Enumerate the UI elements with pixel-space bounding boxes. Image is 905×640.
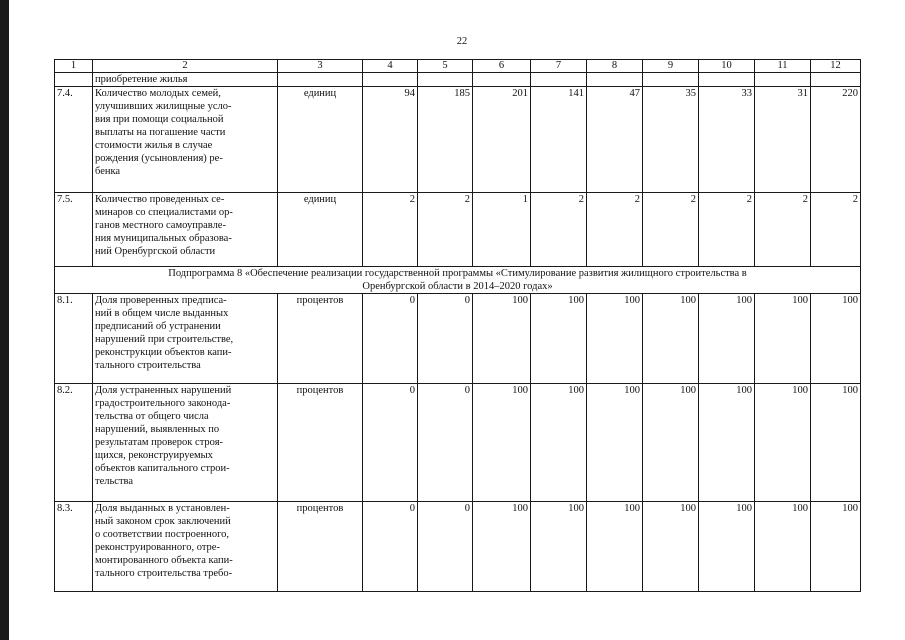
indicator-name-line: выплаты на погашение части <box>95 127 226 138</box>
indicator-name-line: минаров со специалистами ор- <box>95 207 233 218</box>
value-cell: 100 <box>811 502 861 592</box>
row-number-cell: 8.3. <box>55 502 93 592</box>
value-cell: 100 <box>531 294 587 384</box>
indicator-name-line: ный законом срок заключений <box>95 516 231 527</box>
value-cell: 100 <box>587 294 643 384</box>
value-cell: 2 <box>811 193 861 267</box>
unit-cell: единиц <box>278 87 363 193</box>
subprogram-title-line: Подпрограмма 8 «Обеспечение реализации государственной программы «Стимулирование развития жилищного строительства в <box>168 268 747 279</box>
value-cell: 0 <box>418 502 473 592</box>
indicator-name-line: предписаний об устранении <box>95 321 221 332</box>
value-cell: 1 <box>473 193 531 267</box>
indicator-name-line: тельства от общего числа <box>95 411 209 422</box>
indicator-name-line: вия при помощи социальной <box>95 114 224 125</box>
unit-cell: единиц <box>278 193 363 267</box>
value-cell <box>755 73 811 87</box>
value-cell: 100 <box>643 294 699 384</box>
value-cell: 100 <box>643 502 699 592</box>
column-number-cell: 8 <box>587 60 643 73</box>
value-cell: 2 <box>587 193 643 267</box>
value-cell: 94 <box>363 87 418 193</box>
value-cell: 47 <box>587 87 643 193</box>
value-cell <box>587 73 643 87</box>
indicator-name-line: бенка <box>95 166 121 177</box>
indicator-name-line: нарушений, выявленных по <box>95 424 220 435</box>
value-cell: 0 <box>363 294 418 384</box>
column-number-cell: 5 <box>418 60 473 73</box>
indicator-name-line: приобретение жилья <box>95 74 188 85</box>
value-cell: 0 <box>418 294 473 384</box>
indicator-name-line: тального строительства требо- <box>95 568 233 579</box>
indicator-name-line: Количество проведенных се- <box>95 194 225 205</box>
value-cell: 201 <box>473 87 531 193</box>
indicator-name-line: ния муниципальных образова- <box>95 233 232 244</box>
column-number-cell: 3 <box>278 60 363 73</box>
row-number-cell: 8.2. <box>55 384 93 502</box>
table-row <box>55 294 861 384</box>
value-cell: 100 <box>587 384 643 502</box>
indicators-table <box>54 59 861 592</box>
value-cell: 100 <box>473 384 531 502</box>
indicator-name-line: Доля устраненных нарушений <box>95 385 232 396</box>
unit-cell <box>278 73 363 87</box>
value-cell <box>699 73 755 87</box>
value-cell: 2 <box>418 193 473 267</box>
value-cell: 100 <box>699 502 755 592</box>
value-cell: 100 <box>755 384 811 502</box>
value-cell <box>418 73 473 87</box>
table-row <box>55 193 861 267</box>
page-number: 22 <box>456 36 468 47</box>
indicator-name-line: Доля проверенных предписа- <box>95 295 227 306</box>
column-number-cell: 4 <box>363 60 418 73</box>
column-number-cell: 1 <box>55 60 93 73</box>
value-cell: 0 <box>418 384 473 502</box>
value-cell: 100 <box>531 502 587 592</box>
indicator-name-line: объектов капитального строи- <box>95 463 230 474</box>
indicator-name-line: реконструированного, отре- <box>95 542 220 553</box>
value-cell: 0 <box>363 502 418 592</box>
value-cell: 100 <box>473 294 531 384</box>
value-cell: 100 <box>531 384 587 502</box>
column-number-cell: 7 <box>531 60 587 73</box>
indicator-name-line: тельства <box>95 476 134 487</box>
value-cell <box>531 73 587 87</box>
value-cell: 100 <box>755 502 811 592</box>
value-cell <box>473 73 531 87</box>
indicator-name-line: Количество молодых семей, <box>95 88 221 99</box>
value-cell: 2 <box>643 193 699 267</box>
indicator-name-line: ний в общем числе выданных <box>95 308 229 319</box>
column-number-cell: 6 <box>473 60 531 73</box>
indicator-name-line: ний Оренбургской области <box>95 246 216 257</box>
value-cell: 33 <box>699 87 755 193</box>
value-cell: 100 <box>699 384 755 502</box>
unit-cell: процентов <box>278 294 363 384</box>
value-cell: 185 <box>418 87 473 193</box>
indicator-name-line: ганов местного самоуправле- <box>95 220 226 231</box>
indicator-name-line: щихся, реконструируемых <box>95 450 213 461</box>
column-number-row <box>55 60 861 73</box>
table-row <box>55 87 861 193</box>
value-cell: 100 <box>643 384 699 502</box>
column-number-cell: 11 <box>755 60 811 73</box>
value-cell: 31 <box>755 87 811 193</box>
row-number-cell: 7.5. <box>55 193 93 267</box>
row-number-cell: 7.4. <box>55 87 93 193</box>
indicator-name-line: реконструкции объектов капи- <box>95 347 232 358</box>
indicator-name-line: рождения (усыновления) ре- <box>95 153 223 164</box>
page-edge-bar <box>0 0 9 640</box>
subprogram-title-cell <box>55 267 861 294</box>
row-number-cell: 8.1. <box>55 294 93 384</box>
indicator-name-cell <box>93 384 278 502</box>
subprogram-title-line: Оренбургской области в 2014–2020 годах» <box>362 281 553 292</box>
column-number-cell: 10 <box>699 60 755 73</box>
value-cell: 100 <box>811 294 861 384</box>
value-cell: 35 <box>643 87 699 193</box>
table-row <box>55 384 861 502</box>
indicator-name-line: Доля выданных в установлен- <box>95 503 230 514</box>
value-cell: 100 <box>811 384 861 502</box>
table-row <box>55 73 861 87</box>
column-number-cell: 12 <box>811 60 861 73</box>
indicator-name-line: градостроительного законода- <box>95 398 231 409</box>
value-cell: 2 <box>363 193 418 267</box>
row-number-cell <box>55 73 93 87</box>
unit-cell: процентов <box>278 502 363 592</box>
indicator-name-line: нарушений при строительстве, <box>95 334 234 345</box>
value-cell: 141 <box>531 87 587 193</box>
column-number-cell: 2 <box>93 60 278 73</box>
table-row <box>55 502 861 592</box>
unit-cell: процентов <box>278 384 363 502</box>
indicator-name-line: результатам проверок строя- <box>95 437 224 448</box>
column-number-cell: 9 <box>643 60 699 73</box>
subprogram-row <box>55 267 861 294</box>
indicator-name-cell <box>93 294 278 384</box>
indicator-name-cell <box>93 87 278 193</box>
value-cell <box>363 73 418 87</box>
value-cell: 100 <box>473 502 531 592</box>
indicator-name-cell <box>93 193 278 267</box>
indicator-name-line: улучшивших жилищные усло- <box>95 101 232 112</box>
indicator-name-line: стоимости жилья в случае <box>95 140 213 151</box>
indicator-name-cell <box>93 502 278 592</box>
value-cell <box>643 73 699 87</box>
value-cell: 100 <box>755 294 811 384</box>
value-cell: 2 <box>699 193 755 267</box>
value-cell: 2 <box>531 193 587 267</box>
value-cell: 100 <box>587 502 643 592</box>
value-cell: 220 <box>811 87 861 193</box>
value-cell: 2 <box>755 193 811 267</box>
value-cell: 100 <box>699 294 755 384</box>
indicator-name-line: о соответствии построенного, <box>95 529 230 540</box>
indicator-name-line: тального строительства <box>95 360 201 371</box>
indicator-name-line: монтированного объекта капи- <box>95 555 233 566</box>
indicator-name-cell <box>93 73 278 87</box>
value-cell: 0 <box>363 384 418 502</box>
value-cell <box>811 73 861 87</box>
